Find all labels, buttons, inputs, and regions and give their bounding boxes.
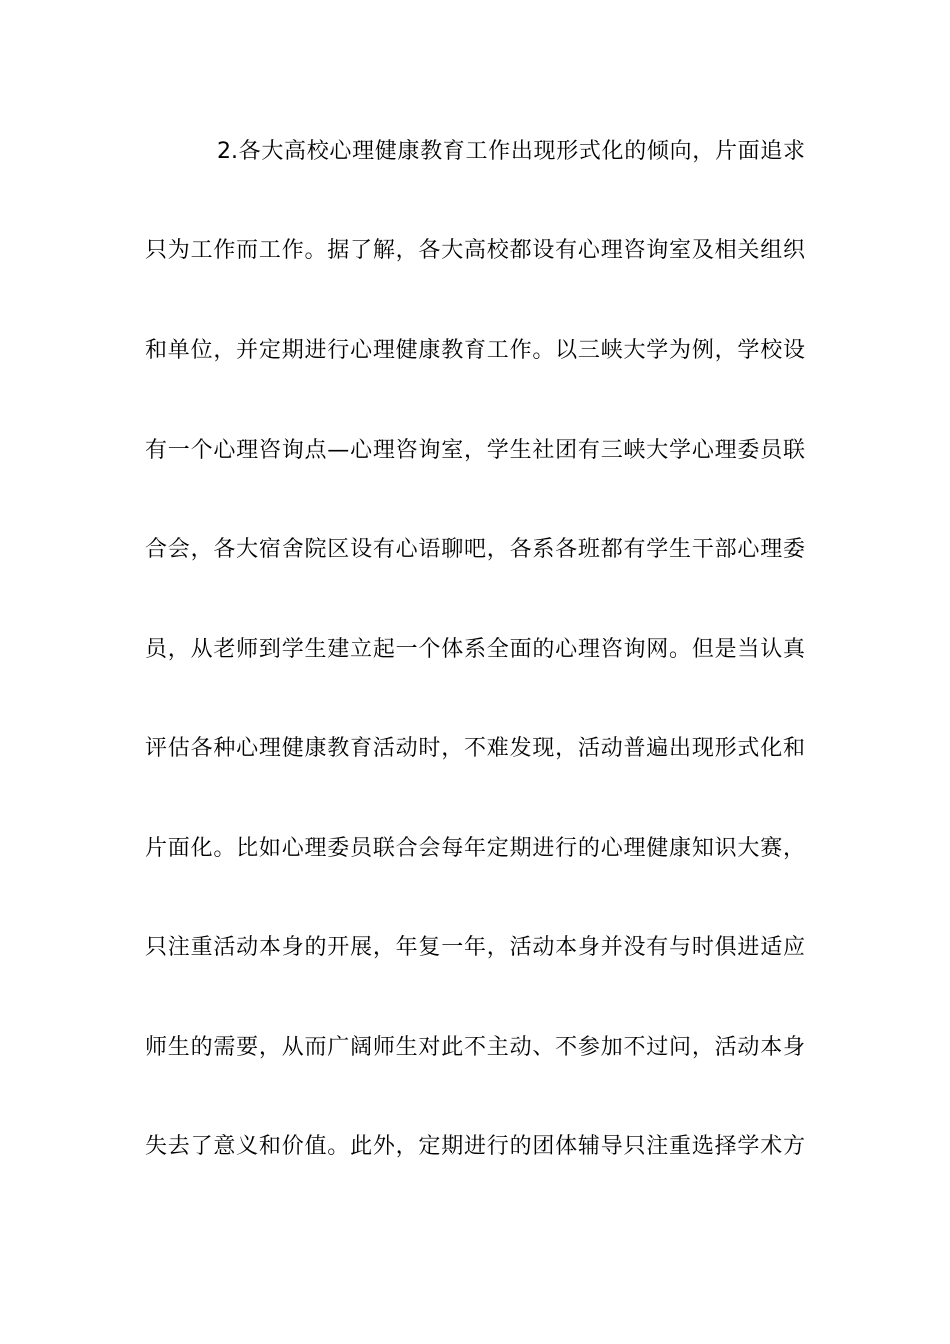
paragraph-line-5: 合会，各大宿舍院区设有心语聊吧，各系各班都有学生干部心理委 — [145, 537, 805, 562]
paragraph-line-4: 有一个心理咨询点—心理咨询室，学生社团有三峡大学心理委员联 — [145, 438, 805, 463]
paragraph-line-2: 只为工作而工作。据了解，各大高校都设有心理咨询室及相关组织 — [145, 238, 805, 263]
paragraph-line-3: 和单位，并定期进行心理健康教育工作。以三峡大学为例，学校设 — [145, 338, 805, 363]
paragraph-line-6: 员，从老师到学生建立起一个体系全面的心理咨询网。但是当认真 — [145, 637, 805, 662]
paragraph-line-8: 片面化。比如心理委员联合会每年定期进行的心理健康知识大赛， — [145, 836, 805, 861]
paragraph-line-10: 师生的需要，从而广阔师生对此不主动、不参加不过问，活动本身 — [145, 1035, 805, 1060]
paragraph-line-1: 2.各大高校心理健康教育工作出现形式化的倾向，片面追求 — [217, 139, 805, 164]
paragraph-line-9: 只注重活动本身的开展，年复一年，活动本身并没有与时俱进适应 — [145, 935, 805, 960]
paragraph-line-7: 评估各种心理健康教育活动时，不难发现，活动普遍出现形式化和 — [145, 736, 805, 761]
paragraph-line-11: 失去了意义和价值。此外，定期进行的团体辅导只注重选择学术方 — [145, 1134, 805, 1159]
